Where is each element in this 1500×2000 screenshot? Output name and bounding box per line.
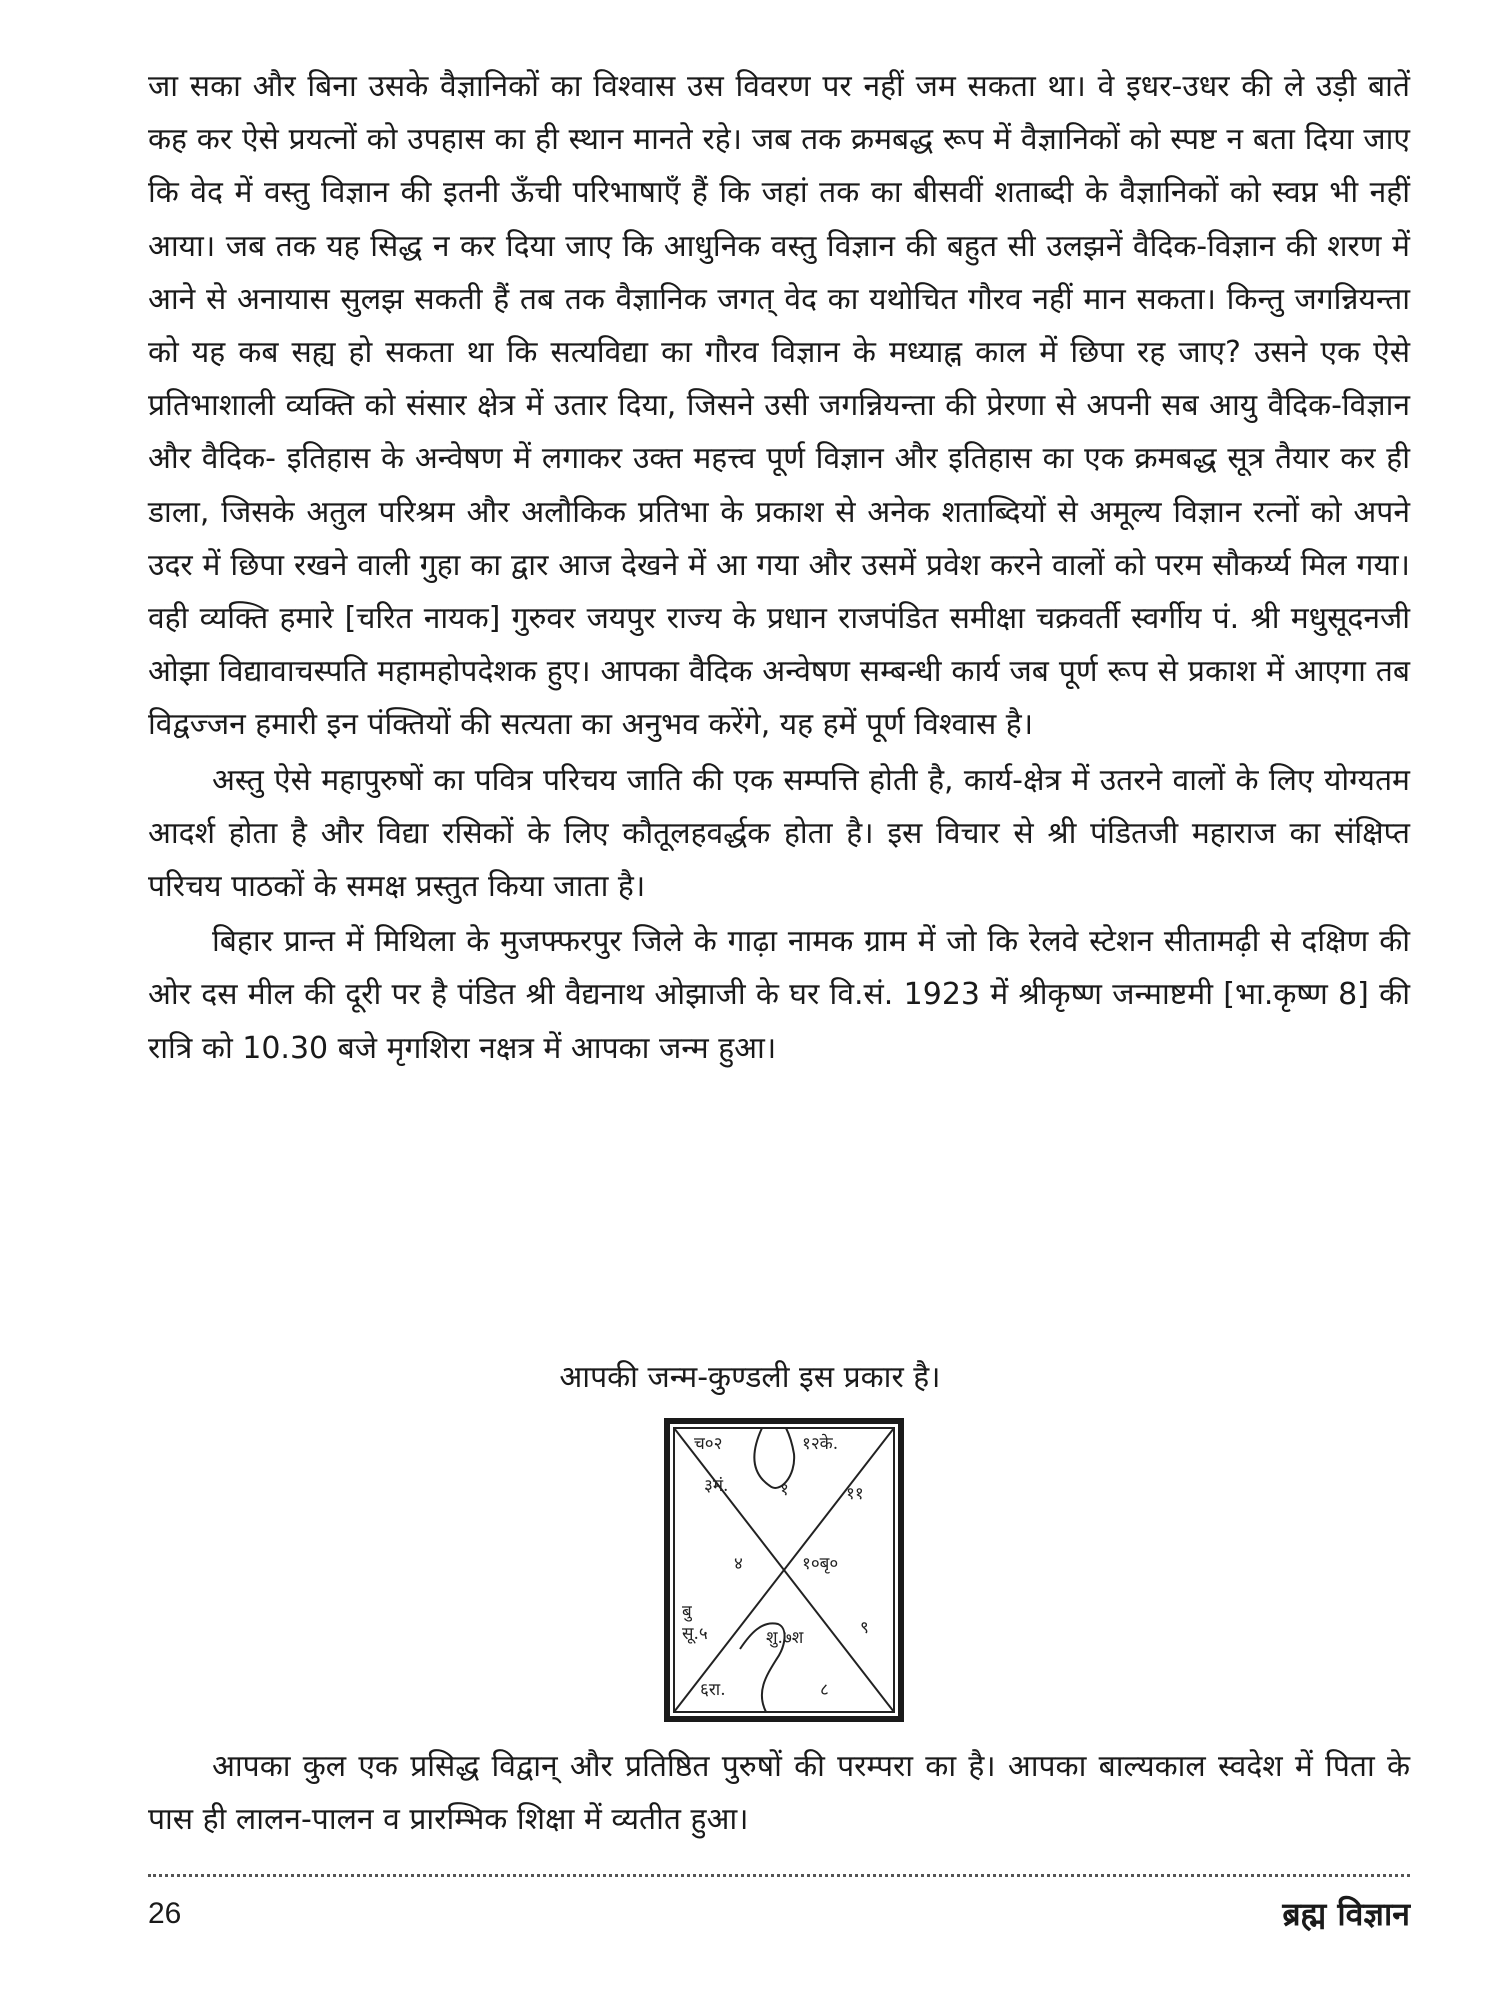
chart-label-bu: बु xyxy=(682,1602,692,1622)
page-number: 26 xyxy=(148,1897,182,1930)
paragraph-2: अस्तु ऐसे महापुरुषों का पवित्र परिचय जाति की एक सम्पत्ति होती है, कार्य-क्षेत्र में उतरने वालों के लिए योग्यतम आदर्श होता है और विद्या रसिकों के लिए कौतूलहवर्द्धक होता है। इस विचार से श्री पंडितजी महाराज का संक्षिप्त परिचय पाठकों के समक्ष प्रस्तुत किया जाता है। xyxy=(148,762,1410,905)
paragraph-3: बिहार प्रान्त में मिथिला के मुजफ्फरपुर जिले के गाढ़ा नामक ग्राम में जो कि रेलवे स्टेशन सीतामढ़ी से दक्षिण की ओर दस मील की दूरी पर है पंडित श्री वैद्यनाथ ओझाजी के घर वि.सं. 1923 में श्रीकृष्ण जन्माष्टमी [भा.कृष्ण 8] की रात्रि को 10.30 बजे मृगशिरा नक्षत्र में आपका जन्म हुआ। xyxy=(148,924,1410,1066)
chart-label-house-1: १ xyxy=(780,1480,789,1500)
horoscope-chart xyxy=(664,1418,904,1722)
chart-label-house-3: ३मं. xyxy=(704,1476,729,1496)
chart-label-top-right: १२के. xyxy=(802,1434,839,1454)
chart-label-shu: शु.७श xyxy=(766,1628,804,1648)
chart-label-house-9: ९ xyxy=(860,1618,869,1638)
chart-label-house-4: ४ xyxy=(734,1554,743,1574)
chart-label-bottom-right: ८ xyxy=(820,1680,829,1700)
chart-label-house-10: १०बृ० xyxy=(802,1554,839,1574)
horoscope-lines xyxy=(670,1424,898,1716)
chart-caption: आपकी जन्म-कुण्डली इस प्रकार है। xyxy=(559,1360,941,1395)
chart-label-bottom-left: ६रा. xyxy=(700,1680,726,1700)
closing-paragraph: आपका कुल एक प्रसिद्ध विद्वान् और प्रतिष्ठित पुरुषों की परम्परा का है। आपका बाल्यकाल स्वदेश में पिता के पास ही लालन-पालन व प्रारम्भिक शिक्षा में व्यतीत हुआ। xyxy=(148,1749,1410,1837)
body-text xyxy=(148,60,1410,1075)
chart-label-su: सू.५ xyxy=(682,1624,708,1644)
closing-text xyxy=(148,1740,1410,1846)
chart-label-house-11: ११ xyxy=(846,1484,864,1504)
running-title: ब्रह्म विज्ञान xyxy=(1282,1895,1410,1933)
chart-label-top-left: च०२ xyxy=(694,1434,723,1454)
footer-rule xyxy=(148,1874,1410,1877)
paragraph-1: जा सका और बिना उसके वैज्ञानिकों का विश्वास उस विवरण पर नहीं जम सकता था। वे इधर-उधर की ले उड़ी बातें कह कर ऐसे प्रयत्नों को उपहास का ही स्थान मानते रहे। जब तक क्रमबद्ध रूप में वैज्ञानिकों को स्पष्ट न बता दिया जाए कि वेद में वस्तु विज्ञान की इतनी ऊँची परिभाषाएँ हैं कि जहां तक का बीसवीं शताब्दी के वैज्ञानिकों को स्वप्न भी नहीं आया। जब तक यह सिद्ध न कर दिया जाए कि आधुनिक वस्तु विज्ञान की बहुत सी उलझनें वैदिक-विज्ञान की शरण में आने से अनायास सुलझ सकती हैं तब तक वैज्ञानिक जगत् वेद का यथोचित गौरव नहीं मान सकता। किन्तु जगन्नियन्ता को यह कब सह्य हो सकता था कि सत्यविद्या का गौरव विज्ञान के मध्याह्न काल में छिपा रह जाए? उसने एक ऐसे प्रतिभाशाली व्यक्ति को संसार क्षेत्र में उतार दिया, जिसने उसी जगन्नियन्ता की प्रेरणा से अपनी सब आयु वैदिक-विज्ञान और वैदिक- इतिहास के अन्वेषण में लगाकर उक्त महत्त्व पूर्ण विज्ञान और इतिहास का एक क्रमबद्ध सूत्र तैयार कर ही डाला, जिसके अतुल परिश्रम और अलौकिक प्रतिभा के प्रकाश से अनेक शताब्दियों से अमूल्य विज्ञान रत्नों को अपने उदर में छिपा रखने वाली गुहा का द्वार आज देखने में आ गया और उसमें प्रवेश करने वालों को परम सौकर्य्य मिल गया। वही व्यक्ति हमारे [चरित नायक] गुरुवर जयपुर राज्य के प्रधान राजपंडित समीक्षा चक्रवर्ती स्वर्गीय पं. श्री मधुसूदनजी ओझा विद्यावाचस्पति महामहोपदेशक हुए। आपका वैदिक अन्वेषण सम्बन्धी कार्य जब पूर्ण रूप से प्रकाश में आएगा तब विद्वज्जन हमारी इन पंक्तियों की सत्यता का अनुभव करेंगे, यह हमें पूर्ण विश्वास है। xyxy=(148,69,1410,743)
